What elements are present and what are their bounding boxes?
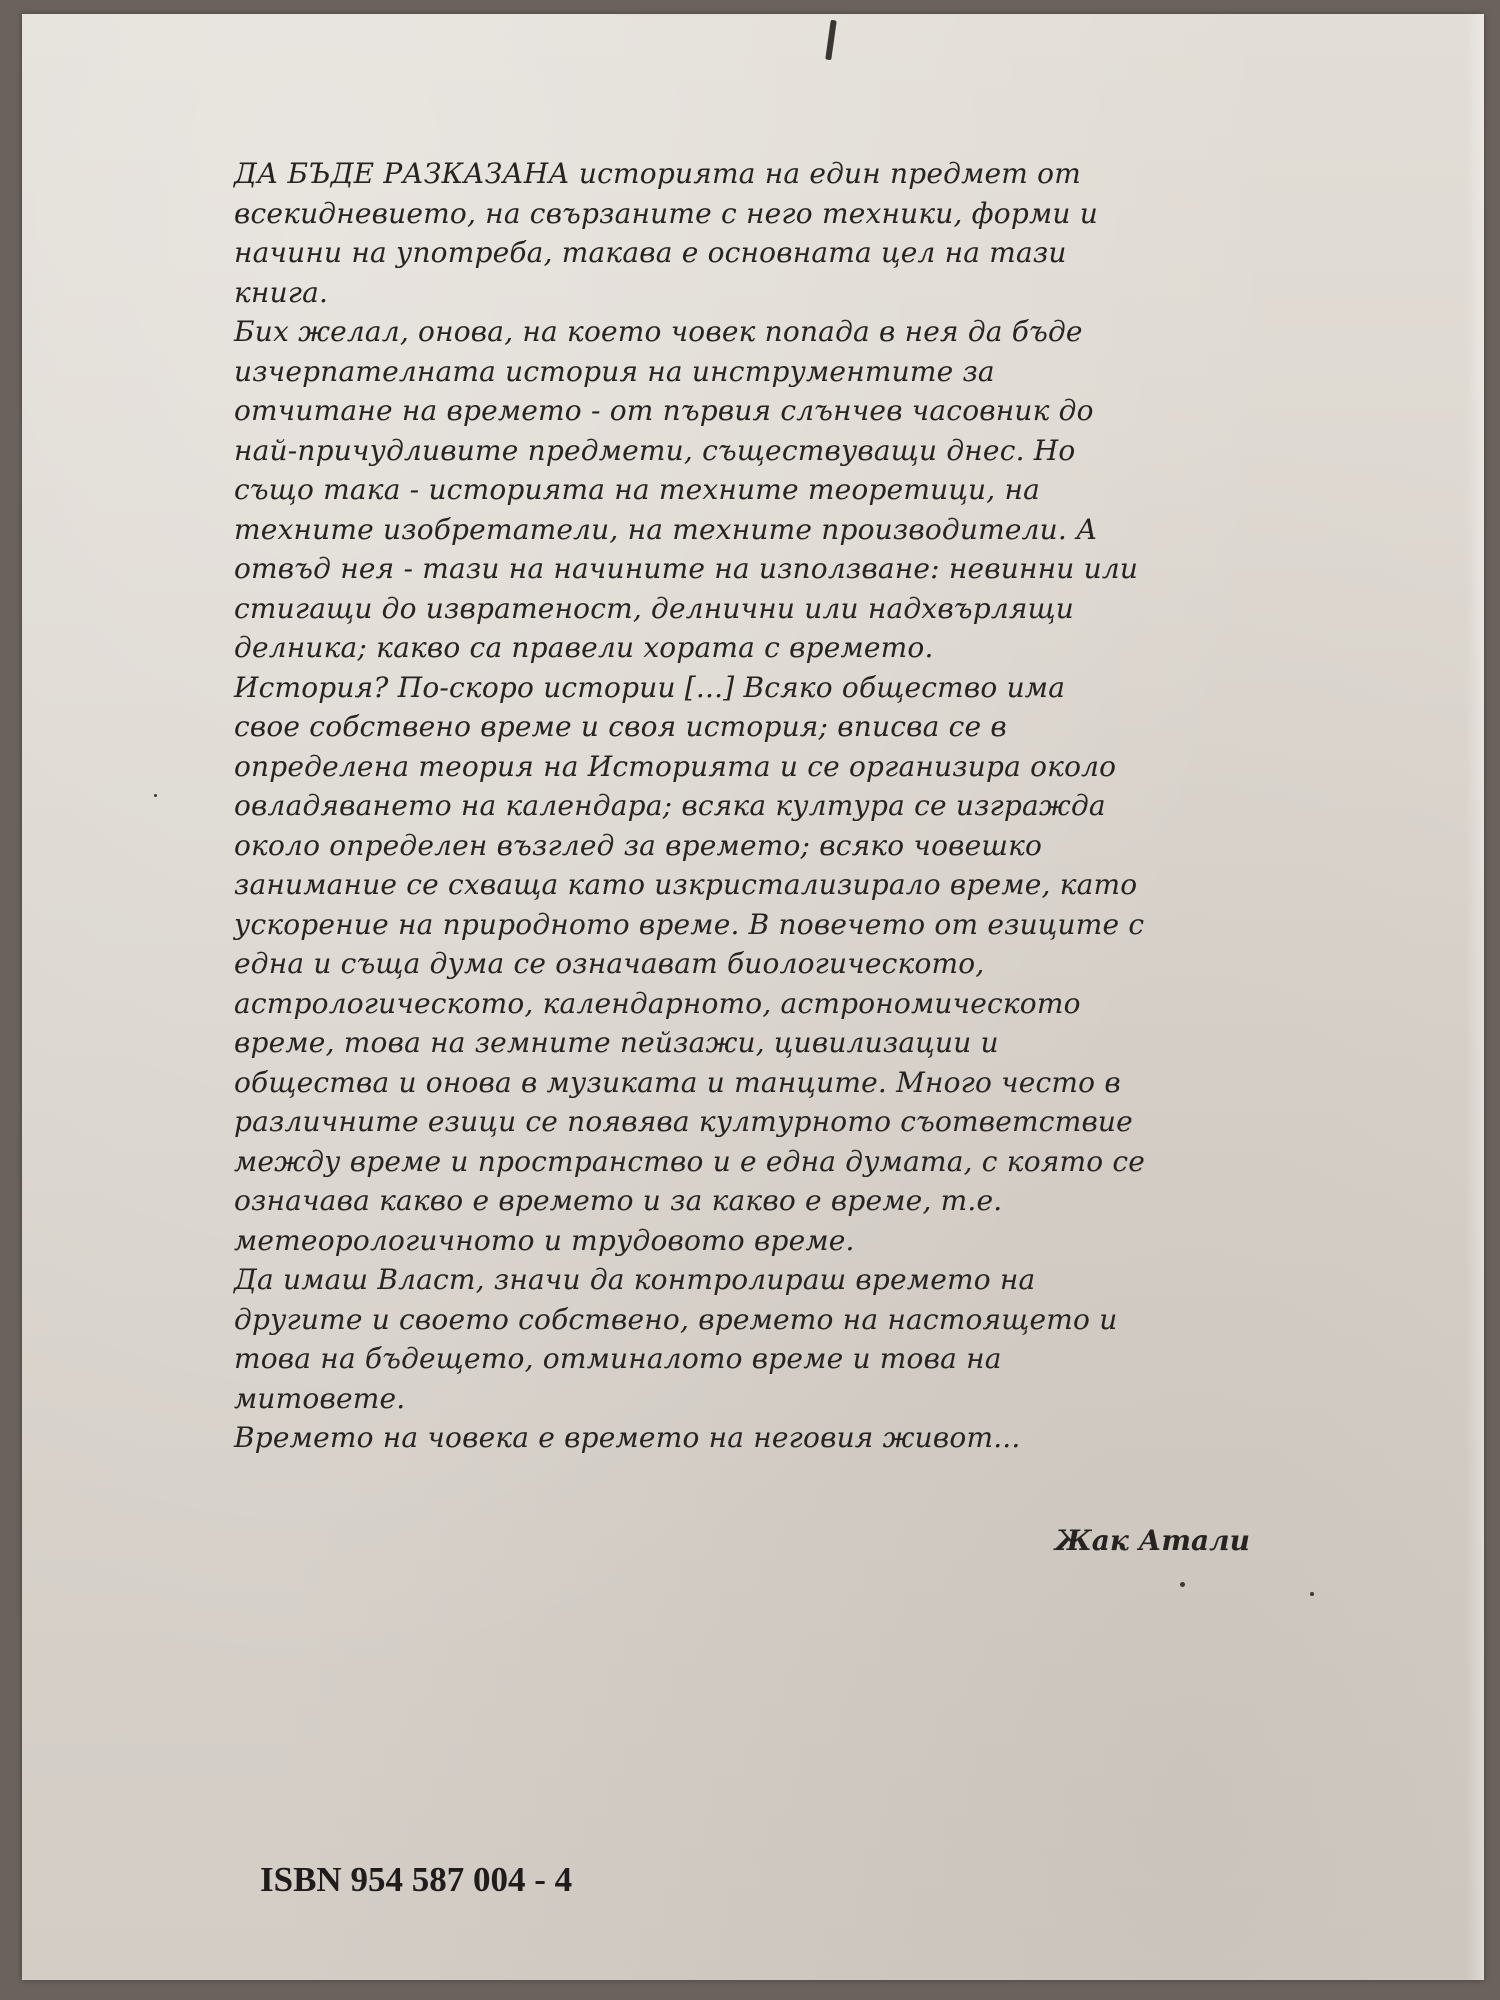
- blurb-line: свое собствено време и своя история; вписва се в: [234, 710, 1007, 743]
- blurb-line: метеорологичното и трудовото време.: [234, 1223, 855, 1257]
- print-speck: [154, 794, 157, 797]
- print-speck: [1180, 1582, 1185, 1587]
- blurb-line: определена теория на Историята и се организира около: [234, 749, 1117, 783]
- author-signature: Жак Атали: [1054, 1524, 1250, 1557]
- blurb-line: другите и своето собствено, времето на настоящето и: [234, 1302, 1118, 1336]
- blurb-line: изчерпателната история на инструментите за: [234, 354, 995, 388]
- blurb-line: ускорение на природното време. В повечето от езиците с: [234, 907, 1145, 941]
- blurb-line: време, това на земните пейзажи, цивилизации и: [234, 1026, 999, 1059]
- blurb-line: митовете.: [234, 1381, 406, 1415]
- blurb-line: Бих желал, онова, на което човек попада в нея да бъде: [234, 315, 1083, 348]
- blurb-line: овладяването на календара; всяка култура се изгражда: [234, 789, 1106, 822]
- blurb-line: между време и пространство и е една думата, с която се: [234, 1144, 1146, 1178]
- print-speck: [1310, 1592, 1314, 1596]
- blurb-line: начини на употреба, такава е основната цел на тази: [234, 236, 1067, 269]
- blurb-line: това на бъдещето, отминалото време и това на: [234, 1342, 1002, 1375]
- blurb-line: различните езици се появява културното съответствие: [234, 1105, 1133, 1138]
- cover-edge-highlight: [1466, 14, 1484, 1980]
- blurb-text: [234, 154, 1274, 1458]
- blurb-line: Да имаш Власт, значи да контролираш времето на: [234, 1263, 1036, 1296]
- blurb-line: отвъд нея - тази на начините на използване: невинни или: [234, 552, 1139, 585]
- cover-scratch-mark: [825, 20, 837, 60]
- book-back-cover: [22, 14, 1484, 1980]
- blurb-line: занимание се схваща като изкристализирало време, като: [234, 868, 1138, 901]
- isbn-number: ISBN 954 587 004 - 4: [260, 1860, 573, 1899]
- blurb-line: около определен възглед за времето; всяко човешко: [234, 828, 1043, 862]
- blurb-line: отчитане на времето - от първия слънчев часовник до: [234, 394, 1094, 427]
- blurb-line: стигащи до извратеност, делнични или надхвърлящи: [234, 591, 1075, 625]
- blurb-line: най-причудливите предмети, съществуващи днес. Но: [234, 433, 1076, 467]
- blurb-line: също така - историята на техните теоретици, на: [234, 473, 1041, 506]
- blurb-line: делника; какво са правели хората с времето.: [234, 631, 934, 664]
- blurb-line: означава какво е времето и за какво е време, т.е.: [234, 1184, 1003, 1217]
- blurb-line: Времето на човека е времето на неговия живот...: [234, 1421, 1021, 1454]
- blurb-line: ДА БЪДЕ РАЗКАЗАНА историята на един предмет от: [234, 157, 1081, 190]
- blurb-line: История? По-скоро истории [...] Всяко общество има: [234, 670, 1066, 704]
- blurb-line: една и съща дума се означават биологическото,: [234, 947, 985, 980]
- blurb-line: астрологическото, календарното, астрономическото: [234, 986, 1081, 1020]
- blurb-line: общества и онова в музиката и танците. Много често в: [234, 1065, 1121, 1099]
- blurb-line: техните изобретатели, на техните производители. А: [234, 512, 1098, 546]
- blurb-line: книга.: [234, 275, 329, 309]
- blurb-line: всекидневието, на свързаните с него техники, форми и: [234, 196, 1098, 230]
